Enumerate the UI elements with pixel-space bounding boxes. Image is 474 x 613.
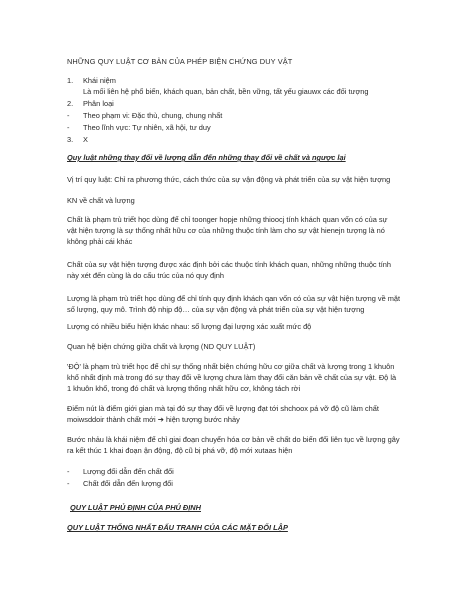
list-marker: 1. — [67, 76, 74, 85]
classify-text: Theo lĩnh vực: Tự nhiên, xã hội, tư duy — [83, 123, 211, 132]
list-detail: Là mối liên hệ phổ biến, khách quan, bản chất, bền vững, tất yếu giauwx các đối tượng — [83, 87, 369, 96]
text-line: vật hiện tượng là sự thống nhất hữu cơ của những thuộc tính làm cho sự vật hienejn tượng là nó — [67, 226, 385, 235]
text-line: số lượng, quy mô. Trình độ nhịp độ… của sự vận động và phát triển của sự vật hiện tượng — [67, 305, 365, 314]
section-heading: QUY LUẬT PHỦ ĐỊNH CỦA PHỦ ĐỊNH — [70, 503, 201, 512]
paragraph-chat — [67, 214, 412, 247]
dash-item — [67, 478, 173, 489]
paragraph-diem-nut — [67, 403, 412, 425]
paragraph-kn: KN về chất và lượng — [67, 196, 135, 205]
classify-item — [67, 122, 211, 133]
dash-text: Lượng đổi dẫn đến chất đổi — [83, 467, 174, 476]
dash-item — [67, 466, 174, 477]
list-label: Phân loại — [83, 99, 114, 108]
text-line: không phải cái khác — [67, 237, 133, 246]
list-label: Khái niệm — [83, 76, 116, 85]
text-line: Điểm nút là điểm giới gian mà tại đó sự thay đổi về lượng đạt tới shchoox pá vỡ độ cũ làm chất — [67, 404, 379, 413]
text-line: 1 khuôn khổ, trong đó chất và lượng thống nhất hữu cơ, không tách rời — [67, 384, 301, 393]
text-line: Chất là phạm trù triết học dùng để chỉ toonger hopje những thioocj tính khách quan vốn có của sự — [67, 215, 388, 224]
list-item — [67, 134, 88, 145]
dash-text: Chất đổi dẫn đến lượng đổi — [83, 479, 173, 488]
text-line: khổ nhất định mà trong đó sự thay đổi về lượng chưa làm thay đổi căn bản về chất của sự vật. Độ là — [67, 373, 397, 382]
dash-marker: - — [67, 467, 70, 476]
text-line: Lượng là phạm trù triết học dùng để chỉ tính quy định khách qan vốn có của sự vật hiện tượng về mặt — [67, 294, 401, 303]
paragraph-buoc-nhay — [67, 434, 412, 456]
text-line: này xét đến cùng là do cấu trúc của nó quy định — [67, 271, 224, 280]
text-line: Bước nhảu là khái niệm để chỉ giai đoạn chuyển hóa cơ bản về chất do biến đổi liên tục về lượng gây — [67, 435, 400, 444]
list-item — [67, 75, 116, 86]
text-line: Chất của sự vật hiện tượng được xác định bởi các thuộc tính khách quan, những những thuộc tính — [67, 260, 392, 269]
paragraph-quan-he: Quan hệ biện chứng giữa chất và lượng (ND QUY LUẬT) — [67, 342, 256, 351]
list-label: X — [83, 135, 88, 144]
document-title: NHỮNG QUY LUẬT CƠ BẢN CỦA PHÉP BIỆN CHỨNG DUY VẬT — [67, 57, 293, 66]
text-line: moiwsddoir thành chất mới ➔ hiện tượng bước nhảy — [67, 415, 240, 424]
section-heading: QUY LUẬT THỐNG NHẤT ĐẤU TRANH CỦA CÁC MẶT ĐỐI LẬP — [67, 523, 288, 532]
paragraph-do — [67, 361, 412, 394]
paragraph-chat-more — [67, 259, 412, 281]
text-line: 'ĐỘ' là phạm trù triết học để chỉ sự thống nhất biện chứng hữu cơ giữa chất và lượng trong 1 khuôn — [67, 362, 395, 371]
dash-marker: - — [67, 123, 70, 132]
classify-text: Theo phạm vi: Đặc thù, chung, chung nhất — [83, 111, 223, 120]
paragraph-luong-bieu-hien: Lượng có nhiều biểu hiện khác nhau: số lượng đại lượng xác xuất mức độ — [67, 322, 312, 331]
text-line: ra kết thúc 1 khai đoạn ận động, độ cũ bị phá vỡ, độ mới xutaas hiện — [67, 446, 293, 455]
dash-marker: - — [67, 479, 70, 488]
paragraph-vi-tri: Vị trí quy luật: Chỉ ra phương thức, cách thức của sự vận động và phát triển của sự vật hiện tượng — [67, 175, 391, 184]
section-heading: Quy luật những thay đổi về lượng dẫn đến những thay đổi về chất và ngược lại — [67, 153, 346, 162]
classify-item — [67, 110, 222, 121]
list-item — [67, 98, 114, 109]
list-marker: 3. — [67, 135, 74, 144]
list-marker: 2. — [67, 99, 74, 108]
paragraph-luong — [67, 293, 412, 315]
dash-marker: - — [67, 111, 70, 120]
